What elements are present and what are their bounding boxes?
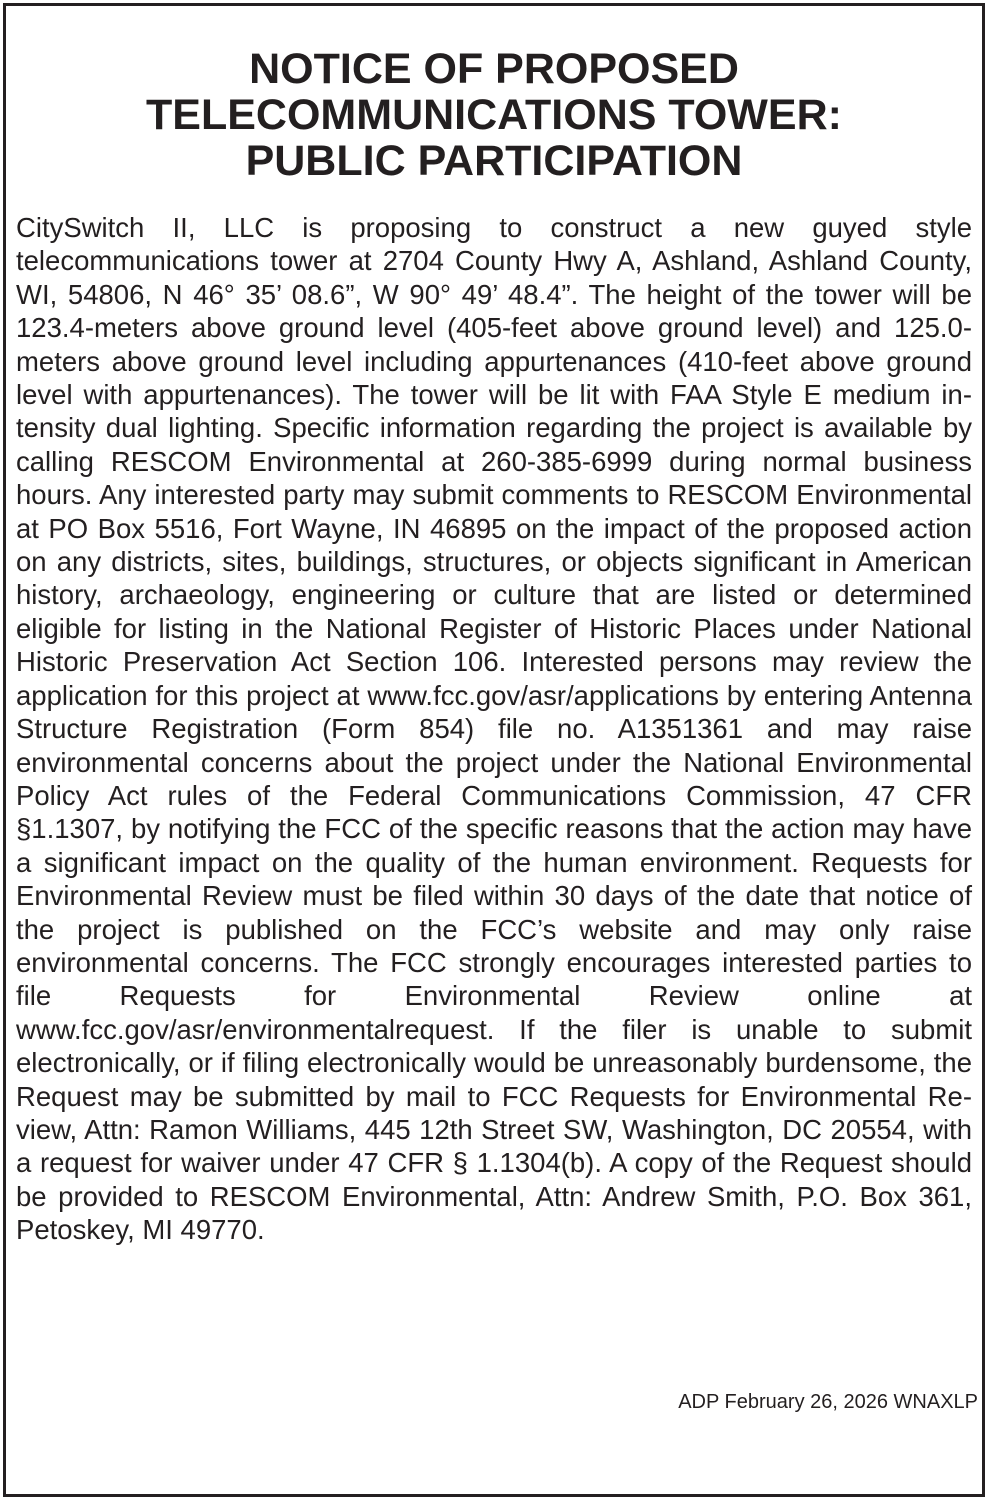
title-line-1: NOTICE OF PROPOSED (249, 45, 739, 93)
title-line-3: PUBLIC PARTICIPATION (245, 137, 743, 185)
title-line-2: TELECOMMUNICATIONS TOWER: (146, 91, 842, 139)
notice-title (6, 46, 982, 184)
notice-body: CitySwitch II, LLC is proposing to construct a new guyed style telecommunications tower at 2704 County Hwy A, Ashland, Ashland County, WI, 54806, N 46° 35’ 08.6”, W 90° 49’ 48.4”. The height of the tower will be 123.4-meters above ground level (405-feet above ground level) and 125.0-meters above ground level including appurtenances (410-feet above ground level with appurtenances). The tower will be lit with FAA Style E medium intensity dual lighting. Specific information regarding the project is available by calling RESCOM Environmental at 260-385-6999 during normal business hours. Any interested party may submit comments to RESCOM Environmental at PO Box 5516, Fort Wayne, IN 46895 on the impact of the proposed action on any districts, sites, buildings, structures, or objects significant in American history, archaeology, engineering or culture that are listed or determined eligible for listing in the National Register of Historic Places under National Historic Preservation Act Section 106. Interested persons may review the application for this project at www.fcc.gov/asr/applications by entering Antenna Structure Registration (Form 854) file no. A1351361 and may raise environmental concerns about the project under the National Environmental Policy Act rules of the Federal Communications Commission, 47 CFR §1.1307, by notifying the FCC of the specific reasons that the action may have a significant impact on the quality of the human environment. Requests for Environmental Review must be filed within 30 days of the date that notice of the project is published on the FCC’s website and may only raise environmental concerns. The FCC strongly encourages interested parties to file Requests for Environmental Review online at www.fcc.gov/asr/environmentalrequest. If the filer is unable to submit electronically, or if filing electronically would be unreasonably burdensome, the Request may be submitted by mail to FCC Requests for Environmental Review, Attn: Ramon Williams, 445 12th Street SW, Washington, DC 20554, with a request for waiver under 47 CFR § 1.1304(b). A copy of the Request should be provided to RESCOM Environmental, Attn: Andrew Smith, P.O. Box 361, Petoskey, MI 49770. (16, 212, 972, 1246)
publication-footer: ADP February 26, 2026 WNAXLP (678, 1391, 978, 1413)
notice-frame (3, 3, 985, 1497)
